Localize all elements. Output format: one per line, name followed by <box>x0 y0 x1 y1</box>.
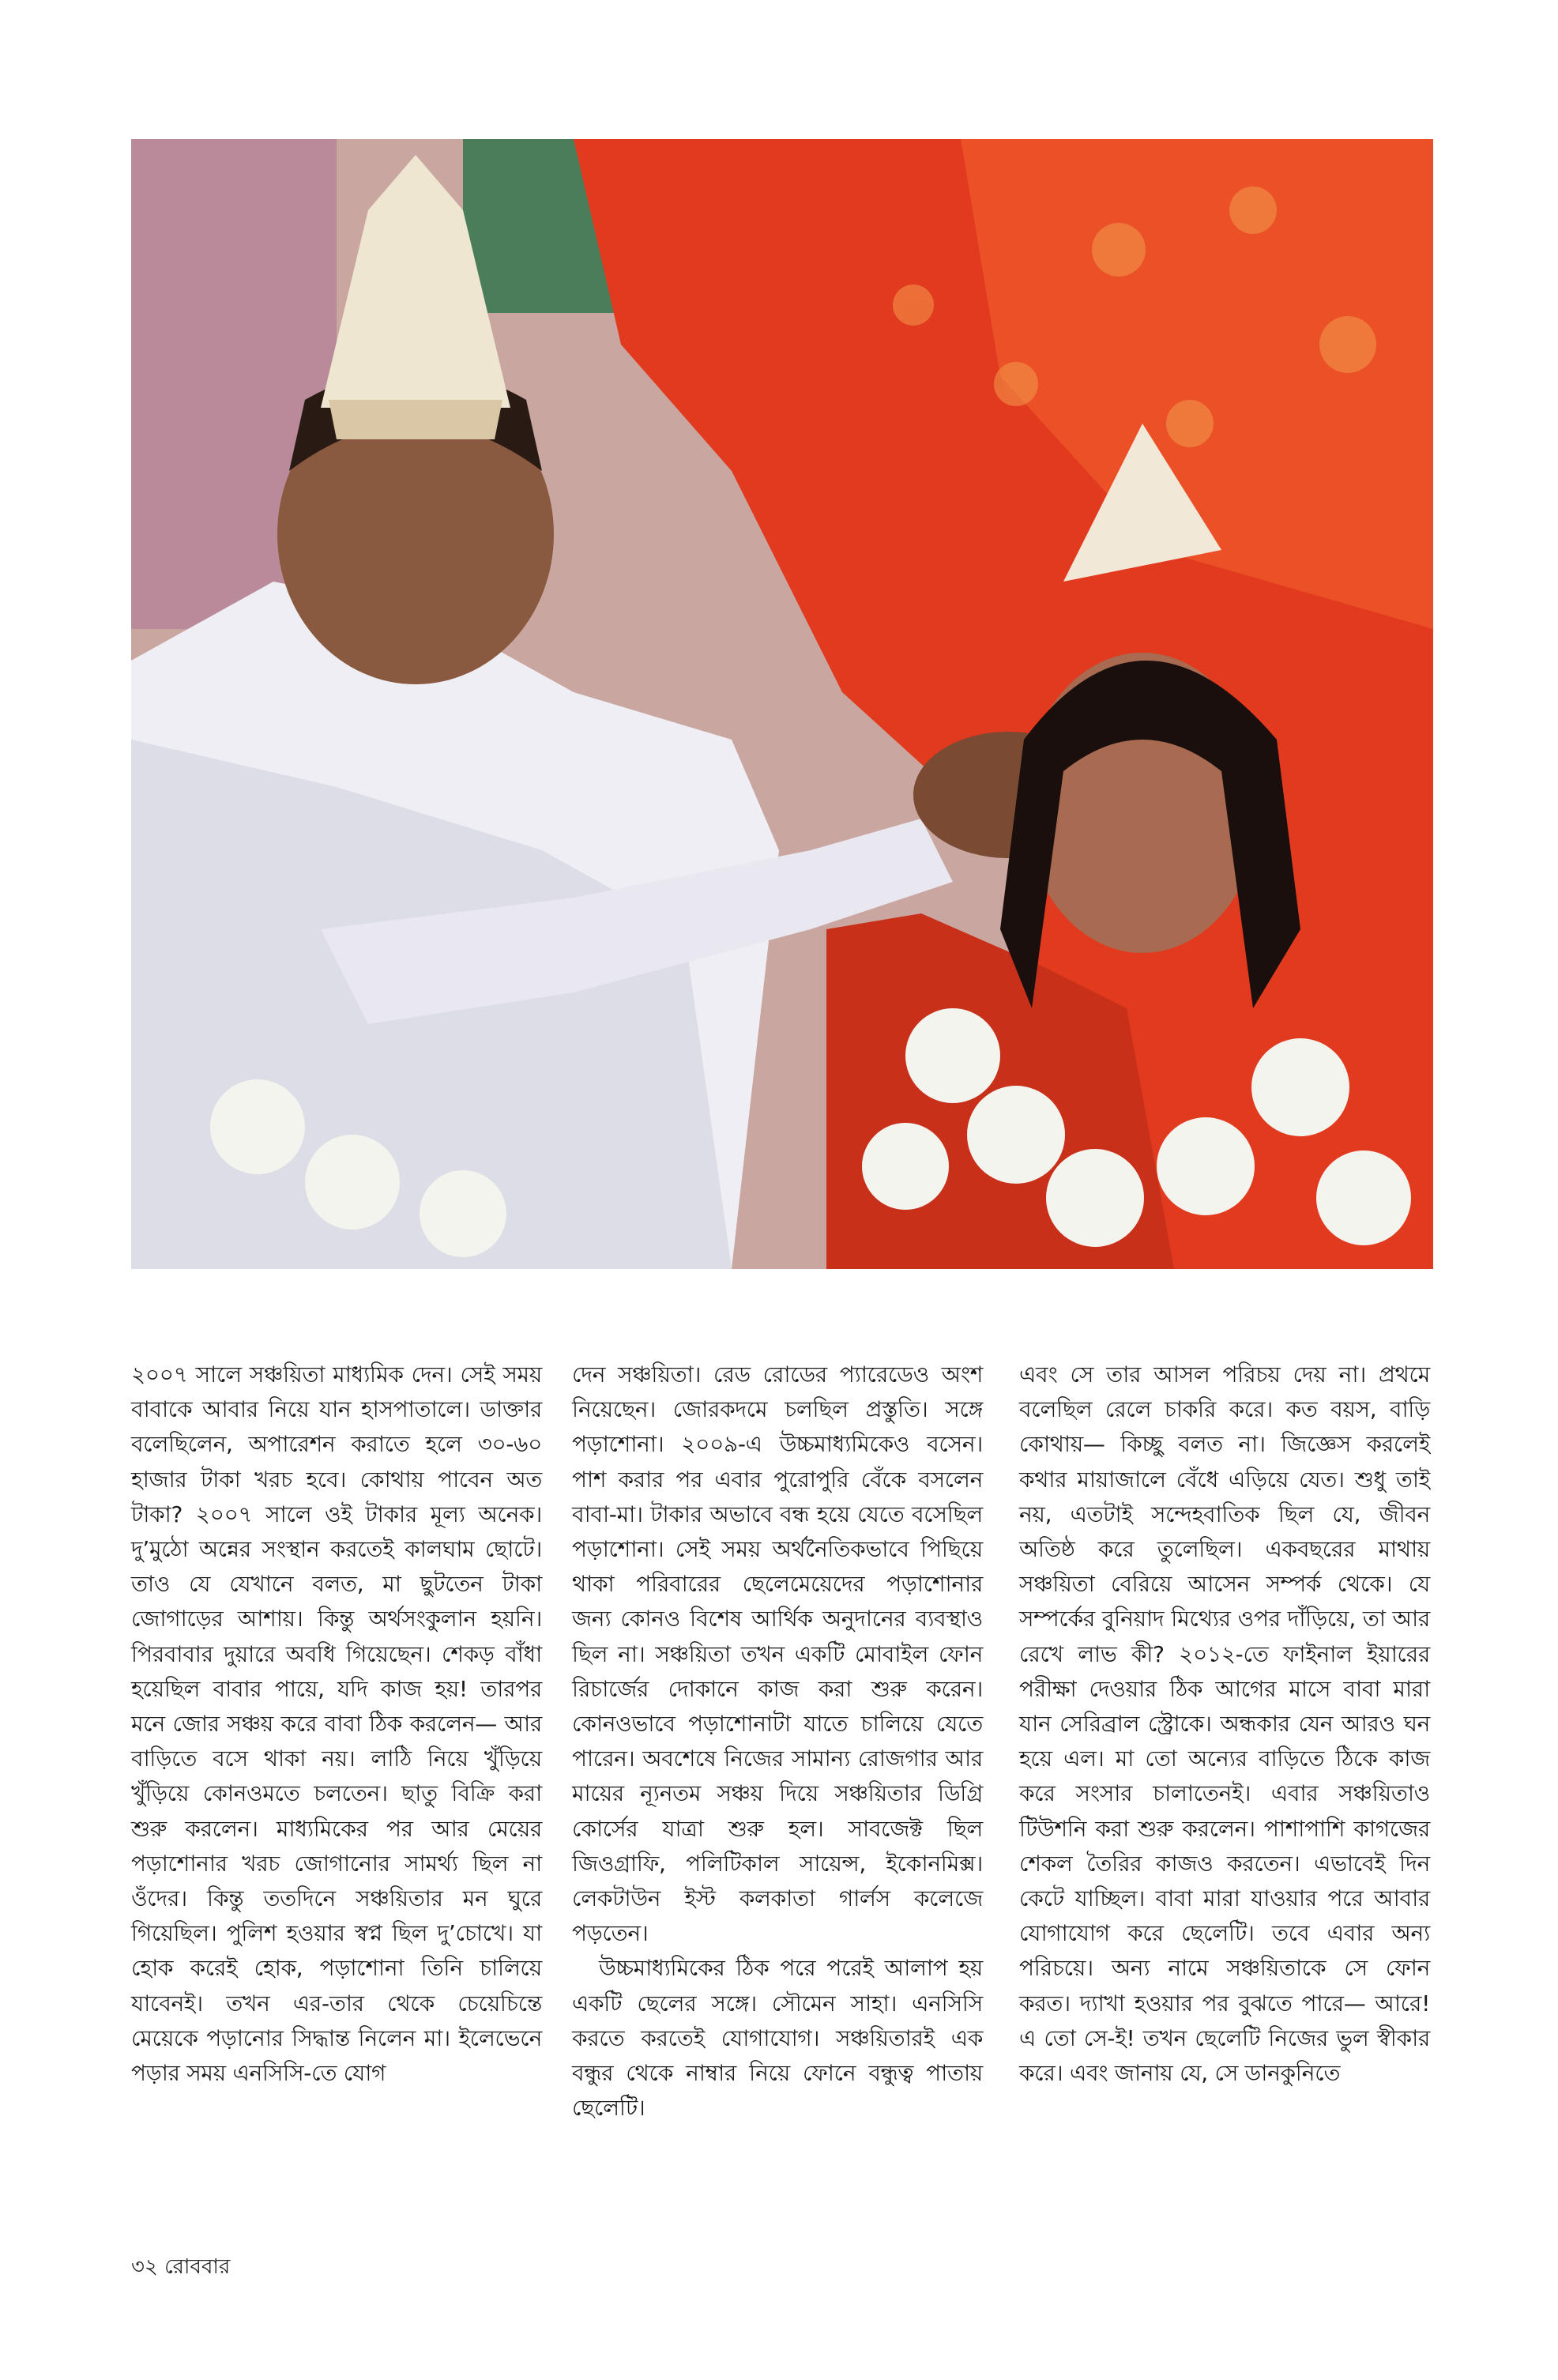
wedding-photo-illustration <box>131 139 1433 1269</box>
paragraph: এবং সে তার আসল পরিচয় দেয় না। প্রথমে বলেছিল রেলে চাকরি করে। কত বয়স, বাড়ি কোথায়— কিচ্ছু বলত না। জিজ্ঞেস করলেই কথার মায়াজালে বেঁধে এড়িয়ে যেত। শুধু তাই নয়, এতটাই সন্দেহবাতিক ছিল যে, জীবন অতিষ্ঠ করে তুলেছিল। একবছরের মাথায় সঞ্চয়িতা বেরিয়ে আসেন সম্পর্ক থেকে। যে সম্পর্কের বুনিয়াদ মিথ্যের ওপর দাঁড়িয়ে, তা আর রেখে লাভ কী? ২০১২-তে ফাইনাল ইয়ারের পরীক্ষা দেওয়ার ঠিক আগের মাসে বাবা মারা যান সেরিব্রাল স্ট্রোকে। অন্ধকার যেন আরও ঘন হয়ে এল। মা তো অন্যের বাড়িতে ঠিকে কাজ করে সংসার চালাতেনই। এবার সঞ্চয়িতাও টিউশনি করা শুরু করলেন। পাশাপাশি কাগজের শেকল তৈরির কাজও করতেন। এভাবেই দিন কেটে যাচ্ছিল। বাবা মারা যাওয়ার পরে আবার যোগাযোগ করে ছেলেটি। তবে এবার অন্য পরিচয়ে। অন্য নামে সঞ্চয়িতাকে সে ফোন করত। দ্যাখা হওয়ার পর বুঝতে পারে— আরে! এ তো সে-ই! তখন ছেলেটি নিজের ভুল স্বীকার করে। এবং জানায় যে, সে ডানকুনিতে <box>1019 1361 1430 2087</box>
text-column-1 <box>131 1358 542 2091</box>
page-number: ৩২ <box>131 2255 158 2279</box>
paragraph: ২০০৭ সালে সঞ্চয়িতা মাধ্যমিক দেন। সেই সময় বাবাকে আবার নিয়ে যান হাসপাতালে। ডাক্তার বলেছিলেন, অপারেশন করাতে হলে ৩০-৬০ হাজার টাকা খরচ হবে। কোথায় পাবেন অত টাকা? ২০০৭ সালে ওই টাকার মূল্য অনেক। দু’মুঠো অন্নের সংস্থান করতেই কালঘাম ছোটে। তাও যে যেখানে বলত, মা ছুটতেন টাকা জোগাড়ের আশায়। কিন্তু অর্থসংকুলান হয়নি। পিরবাবার দুয়ারে অবধি গিয়েছেন। শেকড় বাঁধা হয়েছিল বাবার পায়ে, যদি কাজ হয়! তারপর মনে জোর সঞ্চয় করে বাবা ঠিক করলেন— আর বাড়িতে বসে থাকা নয়। লাঠি নিয়ে খুঁড়িয়ে খুঁড়িয়ে কোনওমতে চলতেন। ছাতু বিক্রি করা শুরু করলেন। মাধ্যমিকের পর আর মেয়ের পড়াশোনার খরচ জোগানোর সামর্থ্য ছিল না ওঁদের। কিন্তু ততদিনে সঞ্চয়িতার মন ঘুরে গিয়েছিল। পুলিশ হওয়ার স্বপ্ন ছিল দু’চোখে। যা হোক করেই হোক, পড়াশোনা তিনি চালিয়ে যাবেনই। তখন এর-তার থেকে চেয়েচিন্তে মেয়েকে পড়ানোর সিদ্ধান্ত নিলেন মা। ইলেভেনে পড়ার সময় এনসিসি-তে যোগ <box>131 1361 542 2087</box>
text-column-2 <box>572 1358 983 2126</box>
paragraph: দেন সঞ্চয়িতা। রেড রোডের প্যারেডেও অংশ নিয়েছেন। জোরকদমে চলছিল প্রস্তুতি। সঙ্গে পড়াশোনা। ২০০৯-এ উচ্চমাধ্যমিকেও বসেন। পাশ করার পর এবার পুরোপুরি বেঁকে বসলেন বাবা-মা। টাকার অভাবে বন্ধ হয়ে যেতে বসেছিল পড়াশোনা। সেই সময় অর্থনৈতিকভাবে পিছিয়ে থাকা পরিবারের ছেলেমেয়েদের পড়াশোনার জন্য কোনও বিশেষ আর্থিক অনুদানের ব্যবস্থাও ছিল না। সঞ্চয়িতা তখন একটি মোবাইল ফোন রিচার্জের দোকানে কাজ করা শুরু করেন। কোনওভাবে পড়াশোনাটা যাতে চালিয়ে যেতে পারেন। অবশেষে নিজের সামান্য রোজগার আর মায়ের ন্যূনতম সঞ্চয় দিয়ে সঞ্চয়িতার ডিগ্রি কোর্সের যাত্রা শুরু হল। সাবজেক্ট ছিল জিওগ্রাফি, পলিটিকাল সায়েন্স, ইকোনমিক্স। লেকটাউন ইস্ট কলকাতা গার্লস কলেজে পড়তেন। <box>572 1361 983 1947</box>
page-footer <box>131 2250 230 2285</box>
wedding-photo <box>131 139 1433 1269</box>
text-column-3 <box>1019 1358 1430 2091</box>
magazine-name: রোববার <box>164 2255 231 2279</box>
paragraph: উচ্চমাধ্যমিকের ঠিক পরে পরেই আলাপ হয় একটি ছেলের সঙ্গে। সৌমেন সাহা। এনসিসি করতে করতেই যোগাযোগ। সঞ্চয়িতারই এক বন্ধুর থেকে নাম্বার নিয়ে ফোনে বন্ধুত্ব পাতায় ছেলেটি। <box>572 1955 983 2122</box>
